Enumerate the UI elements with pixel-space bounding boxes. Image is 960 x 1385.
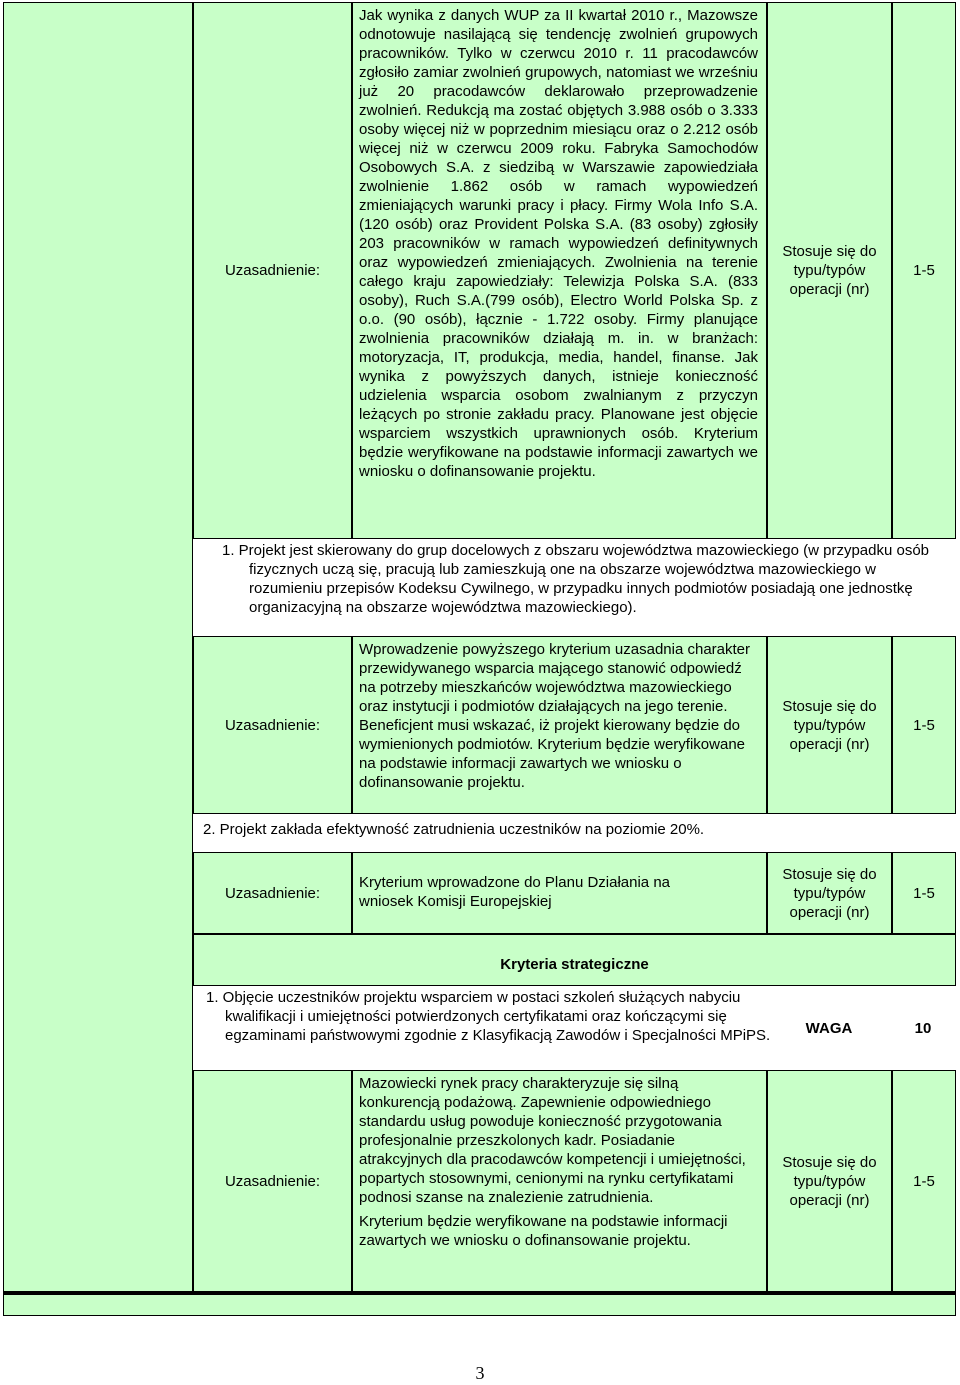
justification-text-cell [352,852,767,934]
weight-value [893,1016,953,1040]
justification-text-2: Kryterium będzie weryfikowane na podstawie informacji zawartych we wniosku o dofinansowanie projektu. [359,1213,728,1249]
strategic-header-cell [193,934,956,986]
justification-text-cell [352,1070,767,1292]
range-text: 1-5 [913,1172,935,1190]
range-cell [892,1070,956,1292]
justification-label: Uzasadnienie: [224,716,321,734]
left-column [3,2,193,1292]
page-number: 3 [475,1363,485,1383]
justification-label: Uzasadnienie: [224,262,321,279]
applies-text: Stosuje się do typu/typów operacji (nr) [782,1153,877,1209]
weight-label [779,1016,879,1040]
justification-label: Uzasadnienie: [224,1172,321,1190]
justification-label: Uzasadnienie: [224,884,321,902]
criterion-2-text: 2. Projekt zakłada efektywność zatrudnienia uczestników na poziomie 20%. [203,821,705,838]
justification-label-cell [193,2,352,539]
range-cell [892,2,956,539]
justification-label-cell [193,636,352,814]
weight-label-text: WAGA [805,1019,853,1037]
strategic-criterion-1 [193,988,773,1068]
justification-text-cell [352,636,767,814]
justification-label-cell [193,852,352,934]
applies-cell [767,636,892,814]
justification-text: Wprowadzenie powyższego kryterium uzasadnia charakter przewidywanego wsparcia mającego stanowić odpowiedź na potrzeby mieszkańców województwa mazowieckiego oraz instytucji i podmiotów działających na jego terenie. Beneficjent musi wskazać, iż projekt kierowany będzie do wymienionych podmiotów. Kryterium będzie weryfikowane na podstawie informacji zawartych we wniosku o dofinansowanie projektu. [359,641,751,791]
weight-value-text: 10 [914,1019,932,1037]
range-cell [892,636,956,814]
strategic-header: Kryteria strategiczne [500,955,649,973]
range-text: 1-5 [913,716,935,734]
applies-text: Stosuje się do typu/typów operacji (nr) [782,865,877,921]
strategic-criterion-1-text: 1. Objęcie uczestników projektu wsparciem w postaci szkoleń służących nabyciu kwalifikacji i umiejętności potwierdzonych certyfikatami oraz kończącymi się egzaminami państwowymi zgodnie z Klasyfikacją Zawodów i Specjalności MPiPS. [206,989,771,1044]
applies-cell [767,2,892,539]
applies-cell [767,852,892,934]
criteria-table [3,2,956,1314]
criterion-1-text: 1. Projekt jest skierowany do grup docelowych z obszaru województwa mazowieckiego (w przypadku osób fizycznych uczą się, pracują lub zamieszkują one na obszarze województwa mazowieckiego w rozumieniu przepisów Kodeksu Cywilnego, w przypadku innych podmiotów posiadają one jednostkę organizacyjną na obszarze województwa mazowieckiego). [222,542,930,616]
justification-text: Kryterium wprowadzone do Planu Działania na wniosek Komisji Europejskiej [359,874,671,910]
table-bottom-bar [3,1292,956,1316]
criterion-2 [203,820,943,850]
criterion-1 [195,540,950,636]
justification-text: Mazowiecki rynek pracy charakteryzuje się silną konkurencją podażową. Zapewnienie odpowiedniego standardu usług powoduje konieczność przygotowania profesjonalnie przeszkolonych kadr. Posiadanie atrakcyjnych dla pracodawców kompetencji i umiejętności, popartych stosownymi, cenionymi na rynku certyfikatami podnosi szanse na znalezienie zatrudnienia. [359,1075,746,1206]
justification-label-cell [193,1070,352,1292]
justification-text: Jak wynika z danych WUP za II kwartał 2010 r., Mazowsze odnotowuje nasilającą się tendencję zwolnień grupowych pracowników. Tylko w czerwcu 2010 r. 11 pracodawców zgłosiło zamiar zwolnień grupowych, natomiast we wrześniu już 20 pracodawców deklarowało przeprowadzenie zwolnień. Redukcją ma zostać objętych 3.988 osób o 3.333 osoby więcej niż w poprzednim miesiącu oraz o 2.212 osób więcej niż w czerwcu 2009 roku. Fabryka Samochodów Osobowych S.A. z siedzibą w Warszawie zapowiedziała zwolnienie 1.862 osób w ramach wypowiedzeń zmieniających warunki pracy i płacy. Firmy Wola Info S.A. (120 osób) oraz Provident Polska S.A. (83 osoby) zgłosiły 203 pracowników w ramach wypowiedzeń definitywnych oraz wypowiedzeń zmieniających. Zwolnienia na terenie całego kraju zapowiedziały: Telewizja Polska S.A. (833 osoby), Ruch S.A.(799 osób), Electro World Polska Sp. z o.o. (90 osób), łącznie - 1.722 osoby. Firmy planujące zwolnienia pracowników działają m. in. w branżach: motoryzacja, IT, produkcja, media, handel, finanse. Jak wynika z powyższych danych, istnieje konieczność udzielenia wsparcia osobom zwalnianym z przyczyn leżących po stronie zakładu pracy. Planowane jest objęcie wsparciem wszystkich uprawnionych osób. Kryterium będzie weryfikowane na podstawie informacji zawartych we wniosku o dofinansowanie projektu. [359,7,758,480]
range-text: 1-5 [913,262,935,279]
applies-cell [767,1070,892,1292]
justification-text-cell [352,2,767,539]
applies-text: Stosuje się do typu/typów operacji (nr) [782,243,877,298]
applies-text: Stosuje się do typu/typów operacji (nr) [782,697,877,753]
range-cell [892,852,956,934]
range-text: 1-5 [913,884,935,902]
